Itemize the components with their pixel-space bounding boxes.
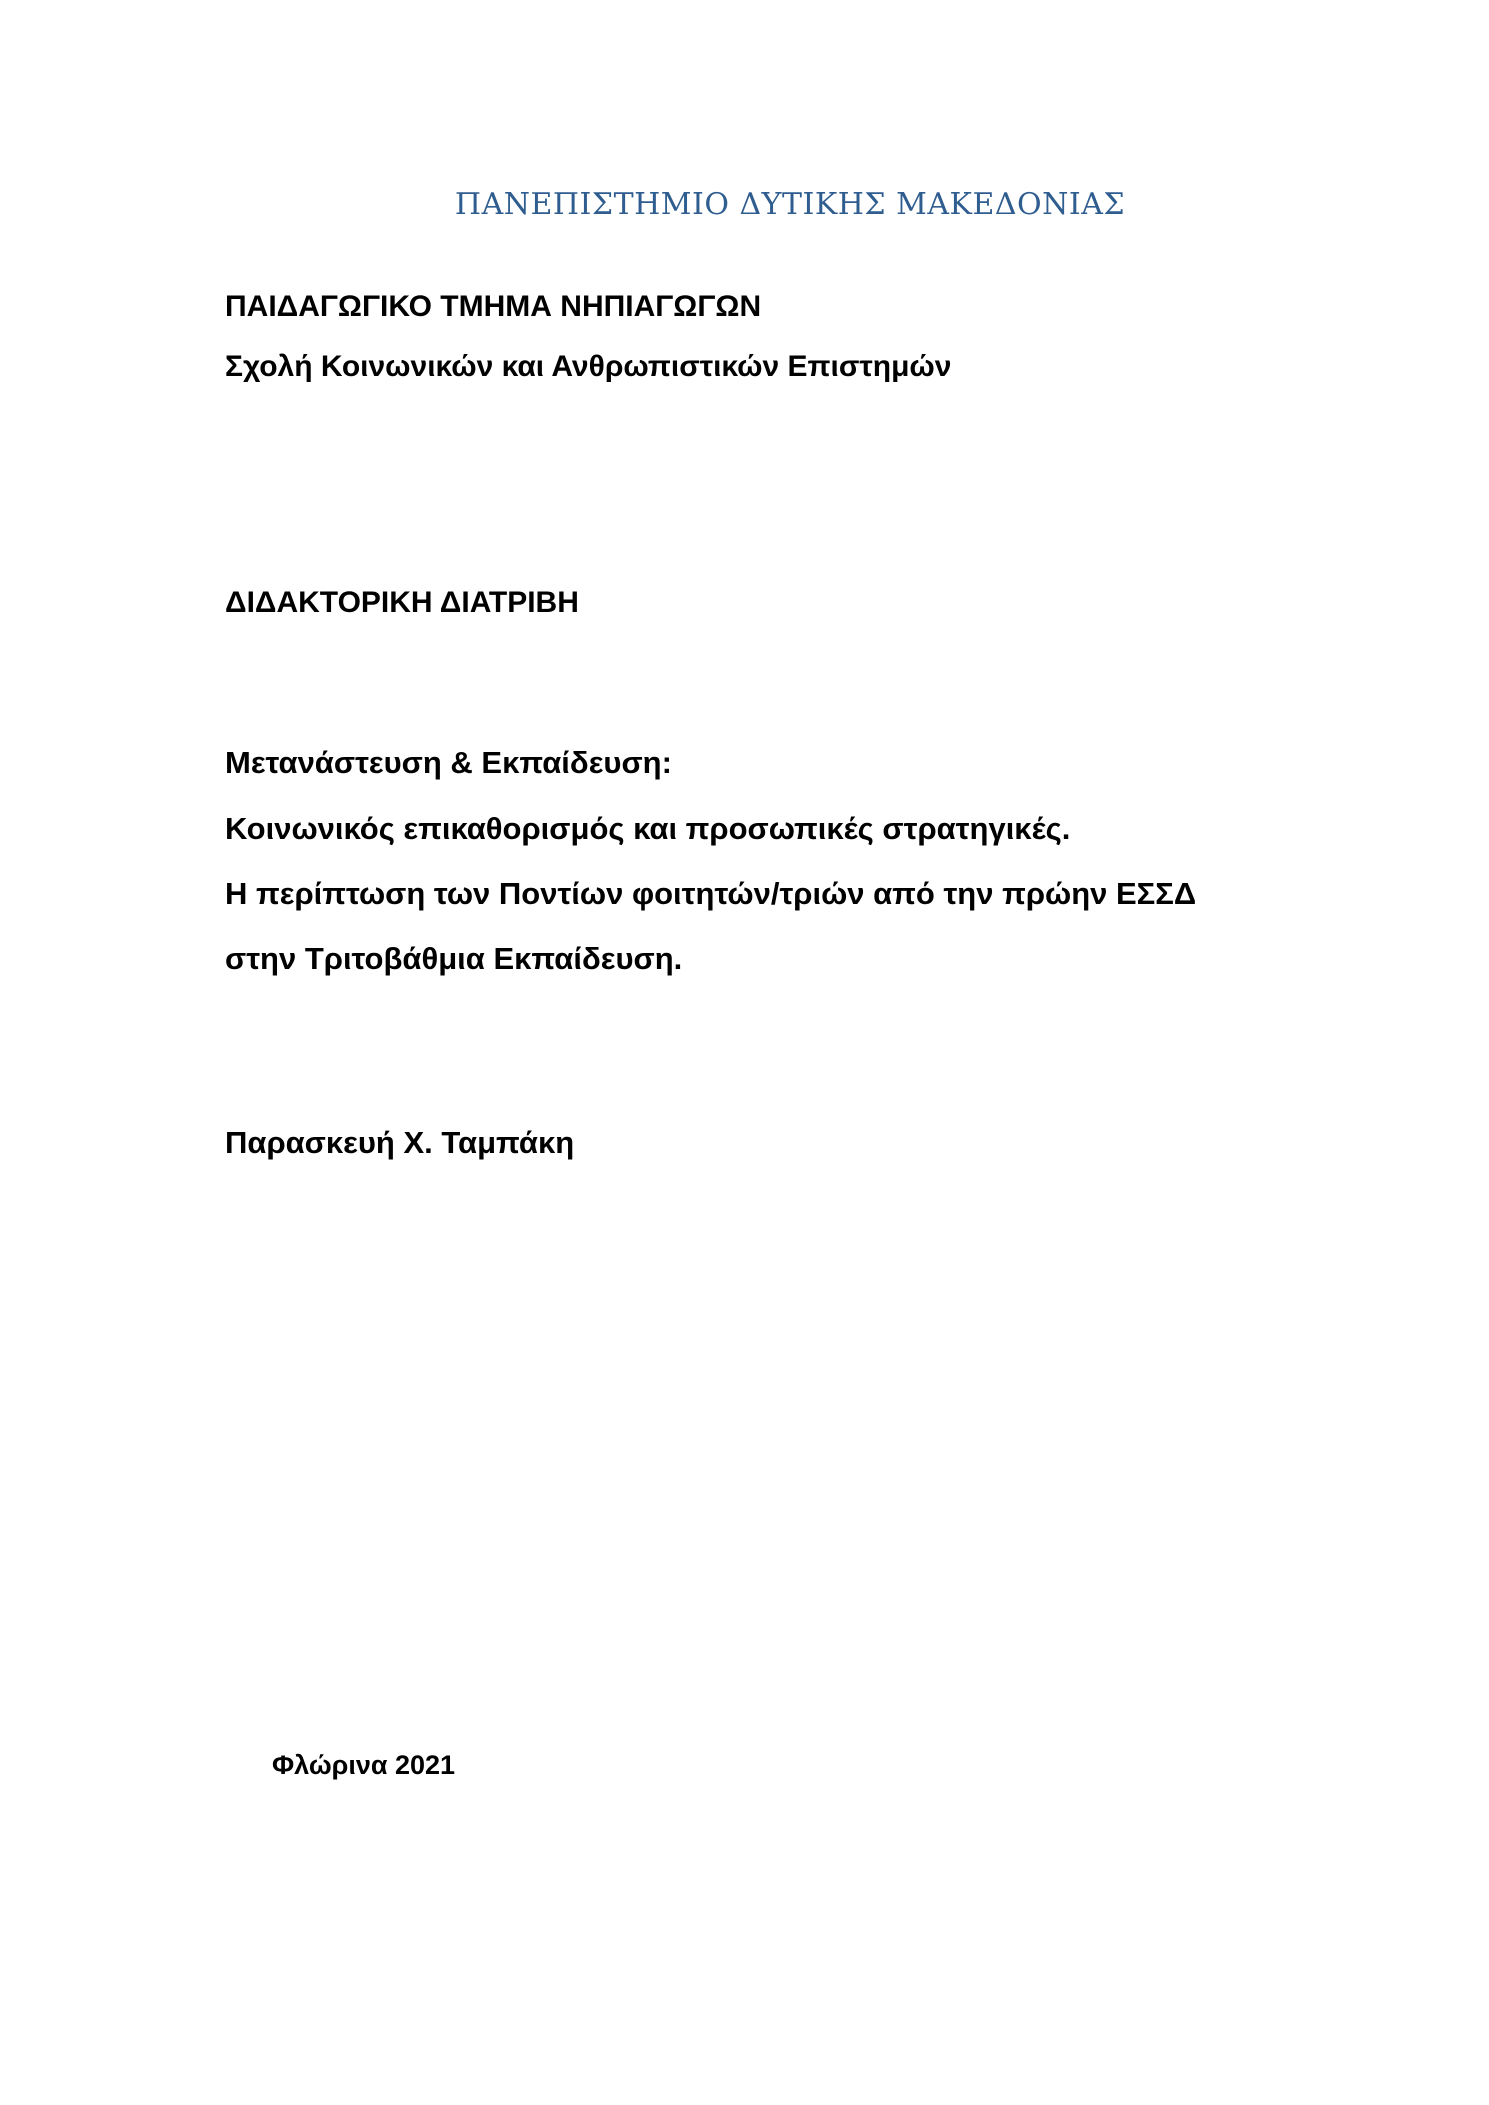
thesis-title-line: στην Τριτοβάθμια Εκπαίδευση.	[225, 941, 683, 976]
thesis-title-line: Κοινωνικός επικαθορισμός και προσωπικές στρατηγικές.	[225, 811, 1071, 846]
thesis-title-line: Μετανάστευση & Εκπαίδευση:	[225, 745, 672, 780]
department-name: ΠΑΙΔΑΓΩΓΙΚΟ ΤΜΗΜΑ ΝΗΠΙΑΓΩΓΩΝ	[225, 290, 762, 323]
school-name: Σχολή Κοινωνικών και Ανθρωπιστικών Επιστημών	[225, 350, 952, 383]
author-name: Παρασκευή Χ. Ταμπάκη	[225, 1125, 575, 1160]
thesis-title-line: Η περίπτωση των Ποντίων φοιτητών/τριών από την πρώην ΕΣΣΔ	[225, 876, 1197, 911]
place-and-year: Φλώρινα 2021	[272, 1750, 456, 1780]
university-heading: ΠΑΝΕΠΙΣΤΗΜΙΟ ΔΥΤΙΚΗΣ ΜΑΚΕΔΟΝΙΑΣ	[454, 187, 1126, 222]
thesis-type: ΔΙΔΑΚΤΟΡΙΚΗ ΔΙΑΤΡΙΒΗ	[225, 586, 579, 619]
